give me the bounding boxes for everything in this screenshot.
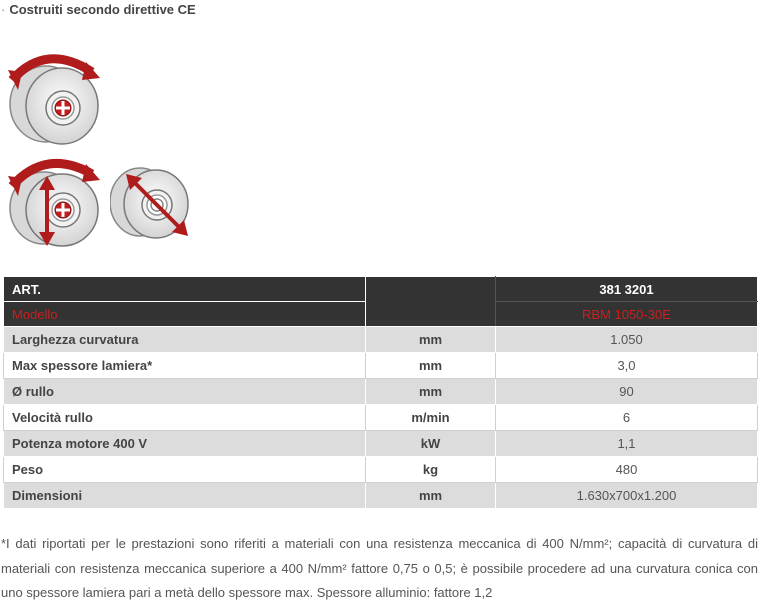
roll-vertical-adjust-icon xyxy=(6,150,106,250)
row-label: Max spessore lamiera* xyxy=(4,353,366,379)
model-value: RBM 1050-30E xyxy=(496,302,758,327)
table-row xyxy=(4,353,758,379)
table-row xyxy=(4,431,758,457)
table-row xyxy=(4,405,758,431)
art-code: 381 3201 xyxy=(496,277,758,302)
bullet: · xyxy=(1,2,6,17)
footnote-text: *I dati riportati per le prestazioni sono riferiti a materiali con una resistenza meccanica di 400 N/mm²; capacità di curvatura di materiali con resistenza meccanica superiore a 400 N/mm² fattore 0,75 o 0,5; è possibile procedere ad una curvatura conica con uno spessore lamiera pari a metà dello spessore max. Spessore alluminio: fattore 1,2 xyxy=(1,536,758,600)
roll-diagonal-adjust-icon xyxy=(110,160,200,245)
row-unit: kg xyxy=(366,457,496,483)
row-label: Dimensioni xyxy=(4,483,366,509)
table-header-row xyxy=(4,277,758,302)
row-label: Peso xyxy=(4,457,366,483)
row-label: Potenza motore 400 V xyxy=(4,431,366,457)
row-unit: kW xyxy=(366,431,496,457)
model-row xyxy=(4,302,758,327)
row-unit: mm xyxy=(366,379,496,405)
model-label: Modello xyxy=(4,302,366,327)
roll-rotation-icon xyxy=(6,42,106,147)
feature-text: Costruiti secondo direttive CE xyxy=(9,2,196,17)
row-unit: mm xyxy=(366,353,496,379)
table-row xyxy=(4,483,758,509)
row-value: 480 xyxy=(496,457,758,483)
spec-table xyxy=(3,276,758,509)
table-row xyxy=(4,327,758,353)
row-value: 6 xyxy=(496,405,758,431)
row-label: Velocità rullo xyxy=(4,405,366,431)
unit-header-cell xyxy=(366,277,496,302)
feature-line xyxy=(1,2,196,17)
row-unit: mm xyxy=(366,327,496,353)
table-row xyxy=(4,457,758,483)
row-label: Ø rullo xyxy=(4,379,366,405)
row-value: 1.630x700x1.200 xyxy=(496,483,758,509)
model-unit-cell xyxy=(366,302,496,327)
row-unit: m/min xyxy=(366,405,496,431)
row-label: Larghezza curvatura xyxy=(4,327,366,353)
row-unit: mm xyxy=(366,483,496,509)
table-row xyxy=(4,379,758,405)
row-value: 3,0 xyxy=(496,353,758,379)
row-value: 90 xyxy=(496,379,758,405)
row-value: 1.050 xyxy=(496,327,758,353)
row-value: 1,1 xyxy=(496,431,758,457)
art-label: ART. xyxy=(4,277,366,302)
